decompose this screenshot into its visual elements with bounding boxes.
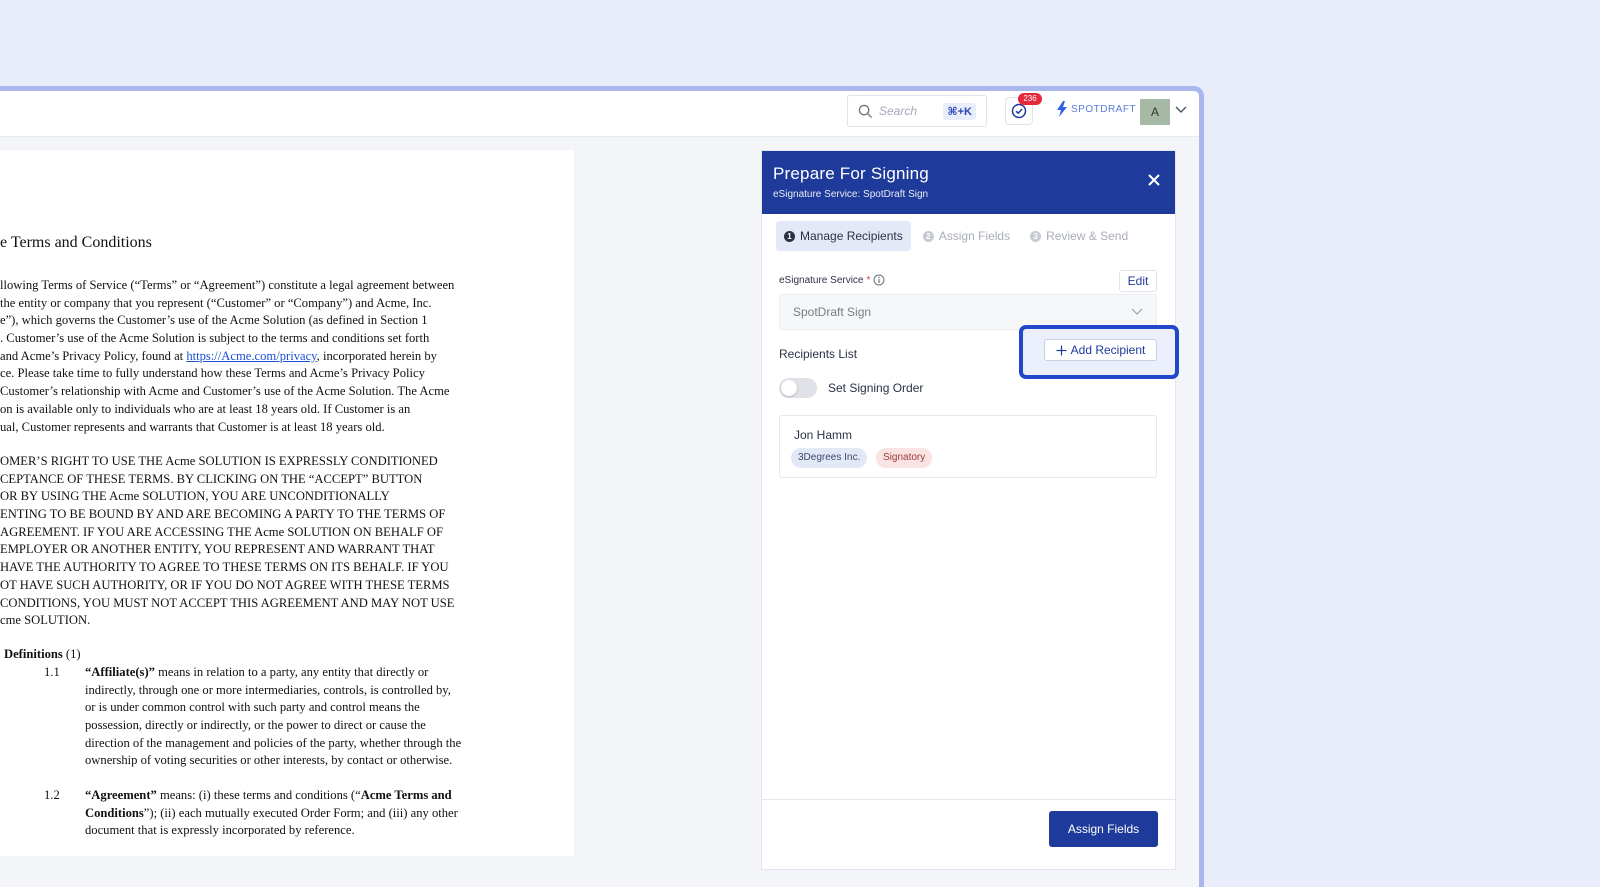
brand-name: SPOTDRAFT	[1071, 103, 1137, 115]
tab-label: Manage Recipients	[800, 229, 903, 243]
doc-line: CONDITIONS, YOU MUST NOT ACCEPT THIS AGREEMENT AND MAY NOT USE	[0, 595, 455, 610]
step-tabs	[776, 221, 1136, 251]
doc-line-text: , incorporated herein by	[316, 348, 437, 363]
definitions-heading-text: Definitions	[4, 647, 63, 661]
doc-line: e”), which governs the Customer’s use of the Acme Solution (as defined in Section 1	[0, 313, 428, 328]
doc-line: OT HAVE SUCH AUTHORITY, OR IF YOU DO NOT AGREE WITH THESE TERMS	[0, 577, 450, 592]
panel-footer	[762, 799, 1175, 869]
tab-label: Review & Send	[1046, 229, 1129, 243]
assign-fields-button[interactable]: Assign Fields	[1049, 811, 1158, 847]
doc-line: AGREEMENT. IF YOU ARE ACCESSING THE Acme SOLUTION ON BEHALF OF	[0, 524, 443, 539]
doc-line: Customer’s relationship with Acme and Customer’s use of the Acme Solution. The Acme	[0, 384, 450, 399]
doc-line: llowing Terms of Service (“Terms” or “Agreement”) constitute a legal agreement between	[0, 278, 455, 292]
doc-line: CEPTANCE OF THESE TERMS. BY CLICKING ON THE “ACCEPT” BUTTON	[0, 471, 423, 486]
document-title: e Terms and Conditions	[0, 234, 152, 251]
doc-line-text: and Acme’s Privacy Policy, found at	[0, 348, 187, 363]
signing-order-label: Set Signing Order	[828, 381, 924, 395]
required-mark: *	[866, 274, 871, 286]
tab-assign-fields[interactable]	[915, 221, 1018, 251]
search-icon	[858, 104, 873, 119]
privacy-policy-link[interactable]: https://Acme.com/privacy	[186, 348, 317, 363]
step-number-icon: 2	[923, 231, 934, 242]
plus-icon	[1056, 345, 1067, 356]
info-icon[interactable]	[873, 274, 885, 286]
step-number-icon: 1	[784, 231, 795, 242]
doc-line: ownership of voting securities or other interests, by contact or otherwise.	[85, 753, 453, 768]
step-number-icon: 3	[1030, 231, 1041, 242]
definition-item-1	[85, 664, 505, 770]
select-value: SpotDraft Sign	[793, 305, 872, 319]
tab-manage-recipients[interactable]	[776, 221, 911, 251]
document-paragraph-1	[0, 277, 500, 436]
app-window	[0, 86, 1204, 887]
doc-line: document that is expressly incorporated by reference.	[85, 823, 355, 838]
doc-line: OMER’S RIGHT TO USE THE Acme SOLUTION IS EXPRESSLY CONDITIONED	[0, 454, 438, 468]
doc-line: indirectly, through one or more intermediaries, controls, is controlled by,	[85, 682, 451, 697]
defined-term: Acme Terms and	[360, 788, 452, 802]
esignature-service-label	[779, 274, 885, 286]
doc-line: ual, Customer represents and warrants that Customer is at least 18 years old.	[0, 419, 385, 434]
definitions-heading	[4, 646, 504, 664]
doc-line	[0, 348, 500, 366]
tab-review-send[interactable]	[1022, 221, 1136, 251]
search-placeholder: Search	[879, 104, 918, 118]
field-label-text: eSignature Service	[779, 274, 864, 286]
panel-title: Prepare For Signing	[773, 164, 929, 183]
add-recipient-label: Add Recipient	[1070, 343, 1146, 357]
doc-line: ce. Please take time to fully understand how these Terms and Acme’s Privacy Policy	[0, 366, 425, 381]
spotdraft-logo	[1056, 101, 1136, 117]
doc-line-text: means: (i) these terms and conditions (“	[156, 788, 361, 802]
check-circle-icon	[1011, 103, 1027, 119]
prepare-signing-panel	[761, 150, 1176, 870]
panel-header	[762, 151, 1175, 214]
tasks-count-badge: 236	[1018, 93, 1042, 105]
search-box[interactable]	[847, 95, 987, 127]
doc-line	[85, 664, 505, 682]
doc-line	[85, 787, 505, 805]
tab-label: Assign Fields	[938, 229, 1011, 243]
recipient-name: Jon Hamm	[794, 428, 853, 442]
item-number: 1.2	[44, 788, 60, 802]
recipients-list-label: Recipients List	[779, 347, 858, 361]
doc-line: direction of the management and policies of the party, whether through the	[85, 735, 462, 750]
doc-line: possession, directly or indirectly, or the power to direct or cause the	[85, 718, 426, 733]
doc-line: OR BY USING THE Acme SOLUTION, YOU ARE UNCONDITIONALLY	[0, 489, 390, 504]
doc-line-text: means in relation to a party, any entity that directly or	[154, 665, 429, 679]
doc-line: HAVE THE AUTHORITY TO AGREE TO THESE TERMS ON ITS BEHALF. IF YOU	[0, 560, 449, 575]
recipient-card[interactable]	[779, 415, 1157, 478]
definitions-suffix: (1)	[62, 647, 81, 661]
item-number: 1.1	[44, 665, 60, 679]
chevron-down-icon	[1131, 308, 1143, 316]
lightning-icon	[1056, 101, 1068, 117]
add-recipient-button[interactable]	[1044, 339, 1157, 361]
contract-document	[0, 150, 574, 856]
doc-line-text: ”); (ii) each mutually executed Order Form; and (iii) any other	[143, 805, 458, 820]
defined-term: “Agreement”	[85, 788, 157, 802]
defined-term: Conditions	[85, 805, 144, 820]
close-icon[interactable]	[1147, 173, 1161, 187]
signing-order-toggle[interactable]	[779, 378, 817, 398]
toggle-knob	[781, 380, 797, 396]
doc-line	[85, 805, 505, 823]
defined-term: “Affiliate(s)”	[85, 665, 155, 679]
search-shortcut: ⌘+K	[943, 103, 976, 120]
role-chip: Signatory	[876, 448, 932, 468]
edit-button[interactable]: Edit	[1119, 270, 1157, 292]
chevron-down-icon[interactable]	[1175, 106, 1187, 114]
doc-line: or is under common control with such party and control means the	[85, 700, 420, 715]
doc-line: on is available only to individuals who are at least 18 years old. If Customer is an	[0, 401, 411, 416]
company-chip: 3Degrees Inc.	[791, 448, 867, 468]
definition-item-2	[85, 787, 505, 840]
doc-line: . Customer’s use of the Acme Solution is subject to the terms and conditions set forth	[0, 331, 430, 346]
doc-line: EMPLOYER OR ANOTHER ENTITY, YOU REPRESENT AND WARRANT THAT	[0, 542, 435, 557]
doc-line: cme SOLUTION.	[0, 613, 91, 628]
top-bar	[0, 91, 1199, 137]
doc-line: ENTING TO BE BOUND BY AND ARE BECOMING A PARTY TO THE TERMS OF	[0, 507, 446, 522]
doc-line	[4, 646, 504, 664]
avatar[interactable]: A	[1140, 99, 1170, 125]
document-paragraph-2	[0, 453, 500, 630]
panel-subtitle: eSignature Service: SpotDraft Sign	[773, 189, 929, 200]
doc-line: the entity or company that you represent (“Customer” or “Company”) and Acme, Inc.	[0, 295, 432, 310]
